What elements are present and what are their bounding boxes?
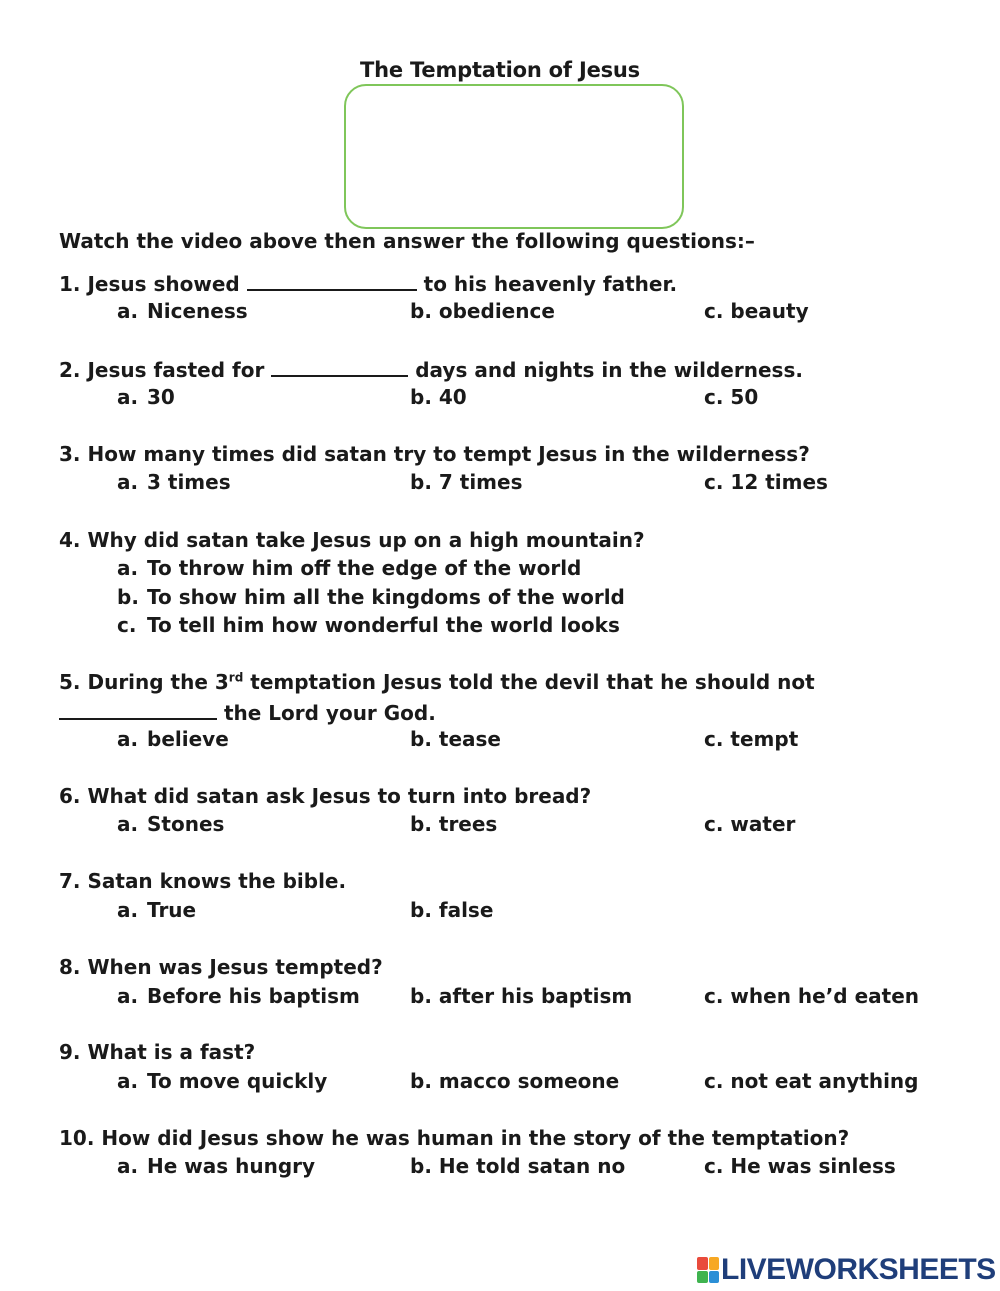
answer-blank (59, 699, 217, 720)
question-5-option-c[interactable]: c. tempt (704, 727, 799, 751)
question-9-option-b[interactable]: b. macco someone (410, 1069, 620, 1093)
question-4: 4. Why did satan take Jesus up on a high mountain? (59, 528, 645, 552)
question-8-option-b[interactable]: b. after his baptism (410, 984, 633, 1008)
question-8-option-a[interactable]: a. Before his baptism (117, 984, 360, 1008)
logo-square-icon (697, 1271, 708, 1284)
question-9-option-c[interactable]: c. not eat anything (704, 1069, 919, 1093)
question-2-option-a[interactable]: a. 30 (117, 385, 175, 409)
logo-square-icon (709, 1271, 720, 1284)
question-9: 9. What is a fast? (59, 1040, 256, 1064)
question-6-option-c[interactable]: c. water (704, 812, 796, 836)
question-1-option-c[interactable]: c. beauty (704, 299, 809, 323)
question-2-option-c[interactable]: c. 50 (704, 385, 759, 409)
question-3-option-c[interactable]: c. 12 times (704, 470, 828, 494)
question-10: 10. How did Jesus show he was human in the story of the temptation? (59, 1126, 850, 1150)
question-10-option-a[interactable]: a. He was hungry (117, 1154, 316, 1178)
question-1-option-b[interactable]: b. obedience (410, 299, 555, 323)
question-8: 8. When was Jesus tempted? (59, 955, 383, 979)
liveworksheets-logo-icon (697, 1257, 719, 1283)
question-7: 7. Satan knows the bible. (59, 869, 347, 893)
question-3: 3. How many times did satan try to tempt Jesus in the wilderness? (59, 442, 810, 466)
question-10-option-c[interactable]: c. He was sinless (704, 1154, 896, 1178)
question-4-option-a[interactable]: a. To throw him off the edge of the world (117, 556, 582, 580)
question-5-option-b[interactable]: b. tease (410, 727, 501, 751)
question-5-line-2: the Lord your God. (59, 699, 436, 725)
question-5-option-a[interactable]: a. believe (117, 727, 229, 751)
question-7-option-b[interactable]: b. false (410, 898, 494, 922)
video-embed-placeholder[interactable] (344, 84, 684, 229)
question-2: 2. Jesus fasted for days and nights in the wilderness. (59, 358, 803, 382)
question-10-option-b[interactable]: b. He told satan no (410, 1154, 626, 1178)
question-5: 5. During the 3rd temptation Jesus told the devil that he should not (59, 670, 815, 694)
question-3-option-a[interactable]: a. 3 times (117, 470, 231, 494)
question-6: 6. What did satan ask Jesus to turn into bread? (59, 784, 592, 808)
answer-blank (247, 270, 417, 291)
liveworksheets-logo[interactable] (697, 1255, 996, 1285)
question-8-option-c[interactable]: c. when he’d eaten (704, 984, 919, 1008)
question-7-option-a[interactable]: a. True (117, 898, 197, 922)
logo-square-icon (697, 1257, 708, 1270)
question-6-option-b[interactable]: b. trees (410, 812, 498, 836)
question-2-option-b[interactable]: b. 40 (410, 385, 467, 409)
logo-text: LIVEWORKSHEETS (721, 1253, 996, 1286)
question-4-option-c[interactable]: c. To tell him how wonderful the world looks (117, 613, 620, 637)
worksheet-title: The Temptation of Jesus (360, 58, 640, 82)
answer-blank (271, 356, 408, 377)
question-9-option-a[interactable]: a. To move quickly (117, 1069, 328, 1093)
question-1: 1. Jesus showed to his heavenly father. (59, 272, 678, 296)
logo-square-icon (709, 1257, 720, 1270)
question-4-option-b[interactable]: b. To show him all the kingdoms of the world (117, 585, 625, 609)
question-6-option-a[interactable]: a. Stones (117, 812, 225, 836)
question-1-option-a[interactable]: a. Niceness (117, 299, 248, 323)
question-3-option-b[interactable]: b. 7 times (410, 470, 523, 494)
instructions: Watch the video above then answer the following questions:– (59, 229, 755, 253)
